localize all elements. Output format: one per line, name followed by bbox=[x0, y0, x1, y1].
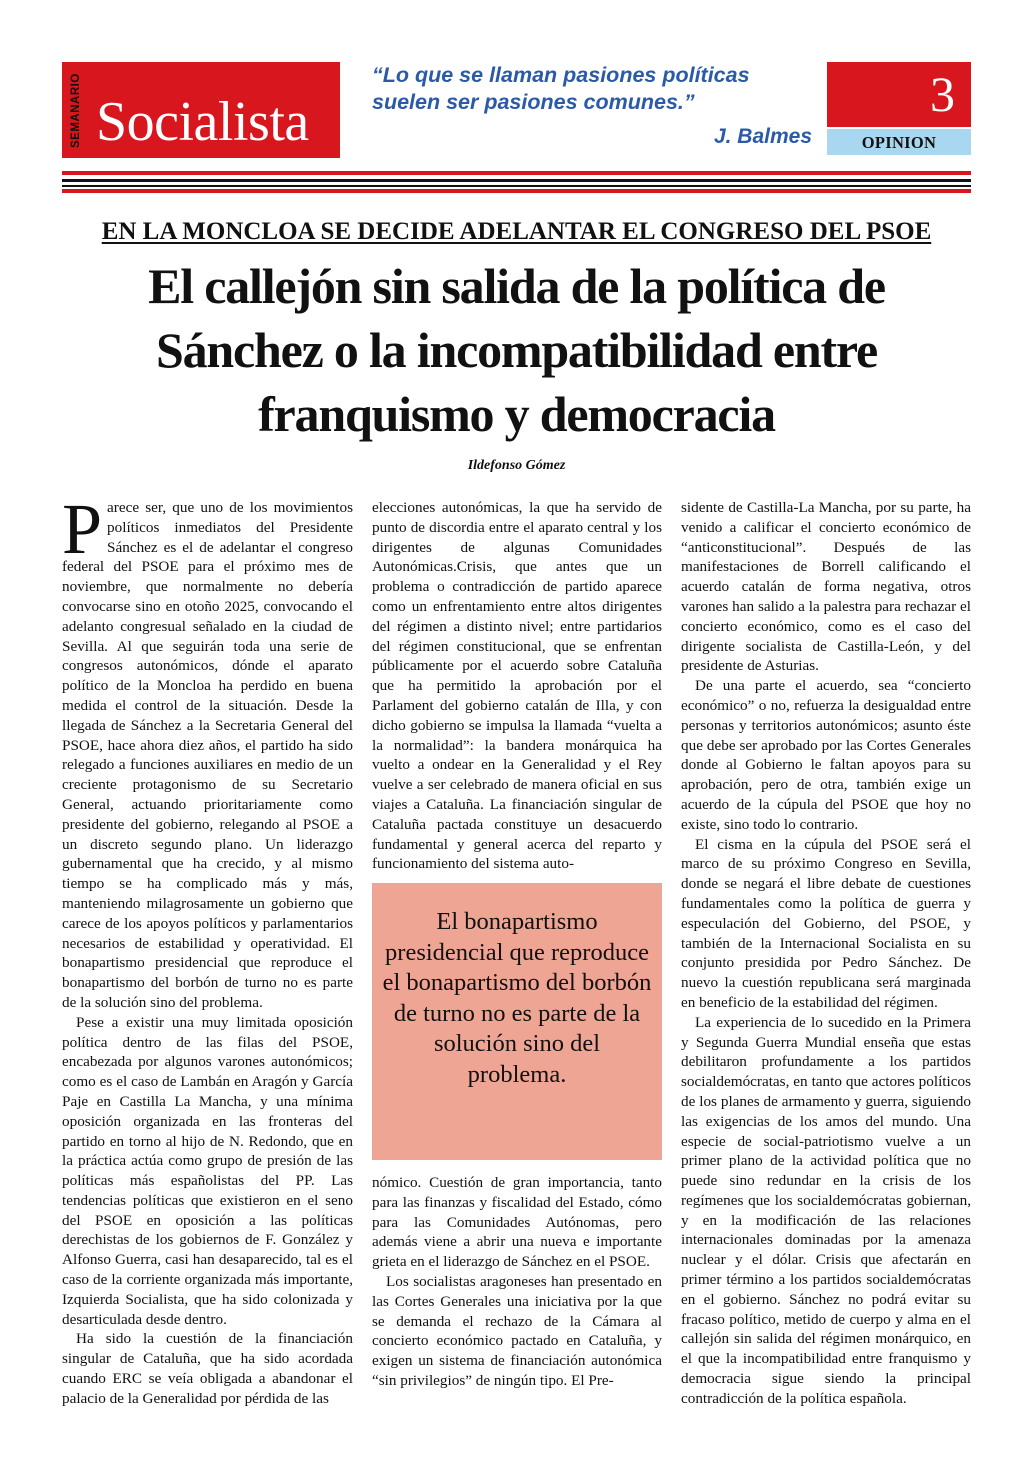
paragraph bbox=[62, 489, 353, 1013]
paragraph: sidente de Castilla-La Mancha, por su parte, ha venido a calificar el concierto económico de “anticonstitucional”. Después de las manifestaciones de Borrell calificando el acuerdo catalán de forma negativa, otros varones han salido a la palestra para rechazar el concierto económico, como es el caso del dirigente socialista de Castilla-León, y del presidente de Asturias. bbox=[681, 499, 971, 675]
pull-quote-box bbox=[372, 883, 662, 1160]
masthead-small-label: SEMANARIO bbox=[70, 73, 82, 149]
header-rule-red bbox=[62, 171, 971, 175]
paragraph: De una parte el acuerdo, sea “concierto económico” o no, refuerza la desigualdad entre personas y territorios autonómicos; asunto éste que debe ser aprobado por las Cortes Generales donde al Gobierno le faltan apoyos para su aprobación, pero de otra, también exige un acuerdo de la cúpula del PSOE que hoy no existe, sino todo lo contrario. bbox=[681, 677, 971, 833]
masthead-title: Socialista bbox=[96, 91, 309, 153]
masthead bbox=[62, 62, 340, 158]
paragraph: Los socialistas aragoneses han presentado en las Cortes Generales una iniciativa por la que se demanda el rechazo de la Cámara al concierto económico pactado en Cataluña, y exigen un sistema de financiación autonómica “sin privilegios” de ningún tipo. El Pre- bbox=[372, 1272, 662, 1389]
article-kicker: EN LA MONCLOA SE DECIDE ADELANTAR EL CONGRESO DEL PSOE bbox=[101, 218, 932, 245]
paragraph: El cisma en la cúpula del PSOE será el marco de su próximo Congreso en Sevilla, donde se negará el libre debate de cuestiones fundamentales como la política de guerra y especulación del Gobierno, del PSOE, y también de la Internacional Socialista en su conjunto presidida por Pedro Sánchez. De nuevo la cuestión republicana será marginada en beneficio de la estabilidad del régimen. bbox=[681, 835, 971, 1011]
header-rule-black-1 bbox=[62, 179, 971, 182]
paragraph: elecciones autonómicas, la que ha servido de punto de discordia entre el aparato central y los dirigentes de algunas Comunidades Autonómicas.Crisis, que antes que un problema o contradicción de partido aparece como un enfrentamiento entre altos dirigentes del régimen a distinto nivel; entre partidarios del régimen constitucional, que se enfrentan públicamente por el acuerdo sobre Cataluña que ha permitido la aprobación por el Parlament del gobierno catalán de Illa, y con dicho gobierno se impulsa la llamada “vuelta a la normalidad”: la bandera monárquica ha vuelto a ondear en la Generalidad y el Rey vuelve a ser celebrado de manera oficial en sus viajes a Cataluña. La financiación singular de Cataluña pactada constituye un desacuerdo fundamental y general acerca del reparto y funcionamiento del sistema auto- bbox=[372, 499, 662, 873]
article-headline: El callejón sin salida de la política de Sánchez o la incompatibilidad entre franquismo y democracia bbox=[148, 258, 885, 442]
header-rule-red-2 bbox=[62, 189, 971, 193]
header-rule-black-2 bbox=[62, 185, 971, 187]
drop-cap: P bbox=[62, 489, 103, 569]
pull-quote: El bonapartismo presidencial que reproduce el bonapartismo del borbón de turno no es parte de la solución sino del problema. bbox=[382, 908, 652, 1088]
paragraph: La experiencia de lo sucedido en la Primera y Segunda Guerra Mundial enseña que estas debilitaron profundamente a los partidos socialdemócratas, en tanto que actores políticos de los planes de armamento y guerra, siguiendo las exigencias de los amos del mundo. Una especie de social-patriotismo vuelve a un primer plano de la actividad política que no puede sino redundar en la crisis de los regímenes que los socialdemócratas gobiernan, y en la modificación de las relaciones internacionales dominadas por la amenaza nuclear y el dólar. Crisis que afectarán en primer término a los partidos socialdemócratas en el gobierno. Sánchez no podrá evitar su fracaso político, metido de cuerpo y alma en el callejón sin salida del régimen monárquico, en el que la incompatibilidad entre franquismo y democracia sigue siendo la principal contradicción de la política española. bbox=[681, 1013, 971, 1407]
paragraph-text: arece ser, que uno de los movimientos políticos inmediatos del Presidente Sánchez es el de adelantar el congreso federal del PSOE para el próximo mes de noviembre, que normalmente no debería convocarse sino en otoño 2025, convocando el adelanto congresual señalado en la ciudad de Sevilla. Al que seguirán toda una serie de congresos autonómicos, dónde el aparato político de la Moncloa ha perdido en buena medida el control de la situación. Desde la llegada de Sánchez a la Secretaria General del PSOE, hace ahora diez años, el partido ha sido relegado a funciones auxiliares en medio de un creciente protagonismo de su Secretario General, actuando prioritariamente como presidente del gobierno, relegando al PSOE a un discreto segundo plano. Un liderazgo gubernamental que ha crecido, y al mismo tiempo se ha complicado más y más, manteniendo milagrosamente un gobierno que carece de los apoyos políticos y parlamentarios necesarios de estabilidad y operatividad. El bonapartismo presidencial que reproduce el bonapartismo del borbón de turno no es parte de la solución sino del problema. bbox=[62, 499, 353, 1011]
paragraph: Pese a existir una muy limitada oposición política dentro de las filas del PSOE, encabezada por algunos varones autonómicos; como es el caso de Lambán en Aragón y García Paje en Castilla La Mancha, y una mínima oposición organizada en las fronteras del partido en torno al hijo de N. Redondo, que en la práctica actúa como grupo de presión de las políticas más españolistas del PP. Las tendencias políticas que existieron en el seno del PSOE en oposición a las políticas derechistas de los gobiernos de F. González y Alfonso Guerra, casi han desaparecido, tal es el caso de la corriente organizada más importante, Izquierda Socialista, que ha sido colonizada y desarticulada desde dentro. bbox=[62, 1013, 353, 1328]
header-quote: “Lo que se llaman pasiones políticas suelen ser pasiones comunes.” bbox=[372, 63, 750, 114]
article-column-3 bbox=[681, 498, 971, 1409]
article-column-2-top bbox=[372, 498, 662, 874]
article-column-2-bottom bbox=[372, 1173, 662, 1391]
article-column-1 bbox=[62, 489, 353, 1409]
page-number-box bbox=[827, 62, 971, 127]
paragraph: nómico. Cuestión de gran importancia, tanto para las finanzas y fiscalidad del Estado, cómo para las Comunidades Autónomas, pero además viene a abrir una nueva e importante grieta en el liderazgo de Sánchez en el PSOE. bbox=[372, 1174, 662, 1271]
article-byline: Ildefonso Gómez bbox=[467, 458, 566, 473]
section-label: OPINION bbox=[827, 129, 971, 155]
header-quote-author: J. Balmes bbox=[713, 125, 812, 148]
page-number: 3 bbox=[930, 66, 955, 122]
paragraph: Ha sido la cuestión de la financiación singular de Cataluña, que ha sido acordada cuando ERC se veía obligada a abandonar el palacio de la Generalidad por pérdida de las bbox=[62, 1330, 353, 1407]
